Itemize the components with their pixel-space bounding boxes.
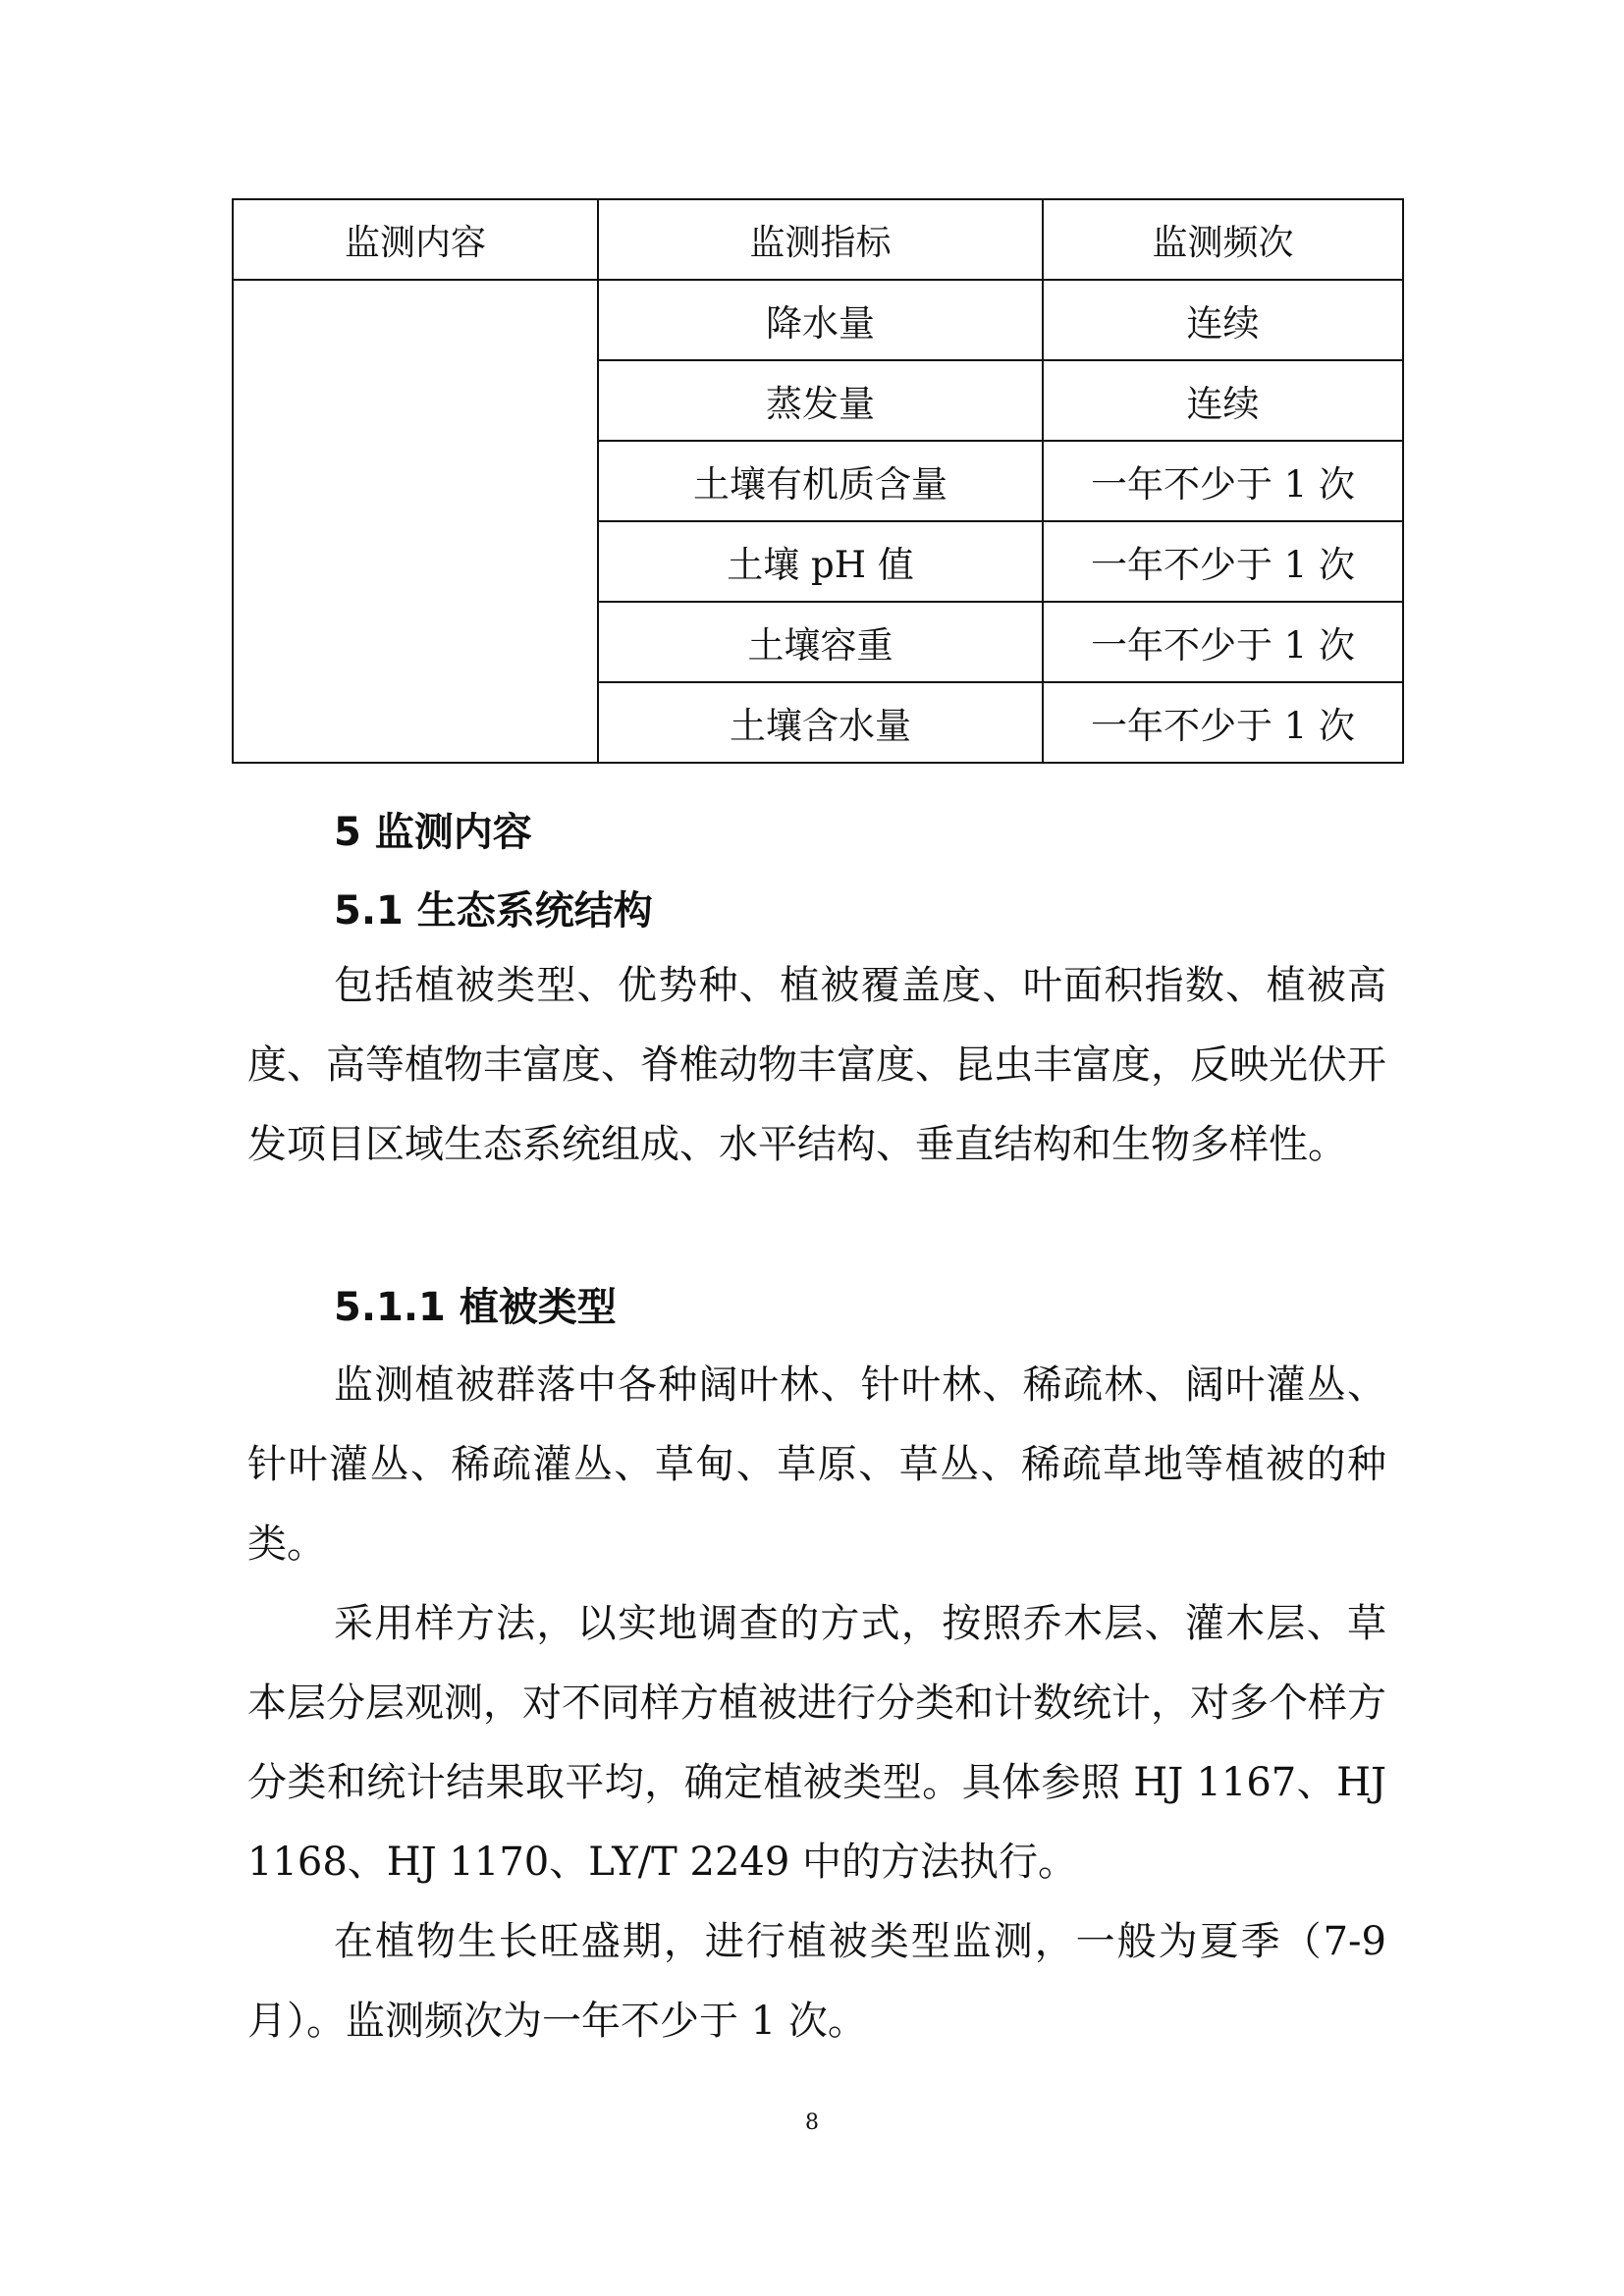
indicator-cell: 降水量: [598, 280, 1043, 360]
frequency-cell: 一年不少于 1 次: [1043, 602, 1403, 682]
table-row: [233, 280, 1403, 360]
section-heading-5-1-1: 5.1.1 植被类型: [334, 1285, 617, 1330]
section-heading-5: 5 监测内容: [334, 810, 532, 855]
monitoring-table: [232, 198, 1404, 764]
paragraph-ecosystem-structure: 包括植被类型、优势种、植被覆盖度、叶面积指数、植被高度、高等植物丰富度、脊椎动物丰富度、昆虫丰富度，反映光伏开发项目区域生态系统组成、水平结构、垂直结构和生物多样性。: [247, 963, 1386, 1167]
indicator-cell: 土壤容重: [598, 602, 1043, 682]
header-monitoring-content: 监测内容: [233, 199, 598, 280]
indicator-cell: 土壤 pH 值: [598, 521, 1043, 602]
section-heading-5-1: 5.1 生态系统结构: [334, 888, 653, 934]
frequency-cell: 一年不少于 1 次: [1043, 682, 1403, 763]
header-monitoring-frequency: 监测频次: [1043, 199, 1403, 280]
paragraph-monitoring-period: 在植物生长旺盛期，进行植被类型监测，一般为夏季（7-9 月）。监测频次为一年不少于 1 次。: [247, 1919, 1386, 2044]
header-monitoring-indicator: 监测指标: [598, 199, 1043, 280]
indicator-cell: 土壤含水量: [598, 682, 1043, 763]
frequency-cell: 连续: [1043, 280, 1403, 360]
paragraph-sampling-method: 采用样方法，以实地调查的方式，按照乔木层、灌木层、草本层分层观测，对不同样方植被进行分类和计数统计，对多个样方分类和统计结果取平均，确定植被类型。具体参照 HJ 1167、HJ 1168、HJ 1170、LY/T 2249 中的方法执行。: [247, 1601, 1386, 1885]
frequency-cell: 一年不少于 1 次: [1043, 521, 1403, 602]
indicator-cell: 蒸发量: [598, 360, 1043, 441]
frequency-cell: 一年不少于 1 次: [1043, 441, 1403, 521]
frequency-cell: 连续: [1043, 360, 1403, 441]
page-number: 8: [805, 2110, 819, 2135]
indicator-cell: 土壤有机质含量: [598, 441, 1043, 521]
table-header-row: [233, 199, 1403, 280]
merged-content-cell: [233, 280, 598, 763]
paragraph-vegetation-types: 监测植被群落中各种阔叶林、针叶林、稀疏林、阔叶灌丛、针叶灌丛、稀疏灌丛、草甸、草原、草丛、稀疏草地等植被的种类。: [247, 1362, 1386, 1567]
